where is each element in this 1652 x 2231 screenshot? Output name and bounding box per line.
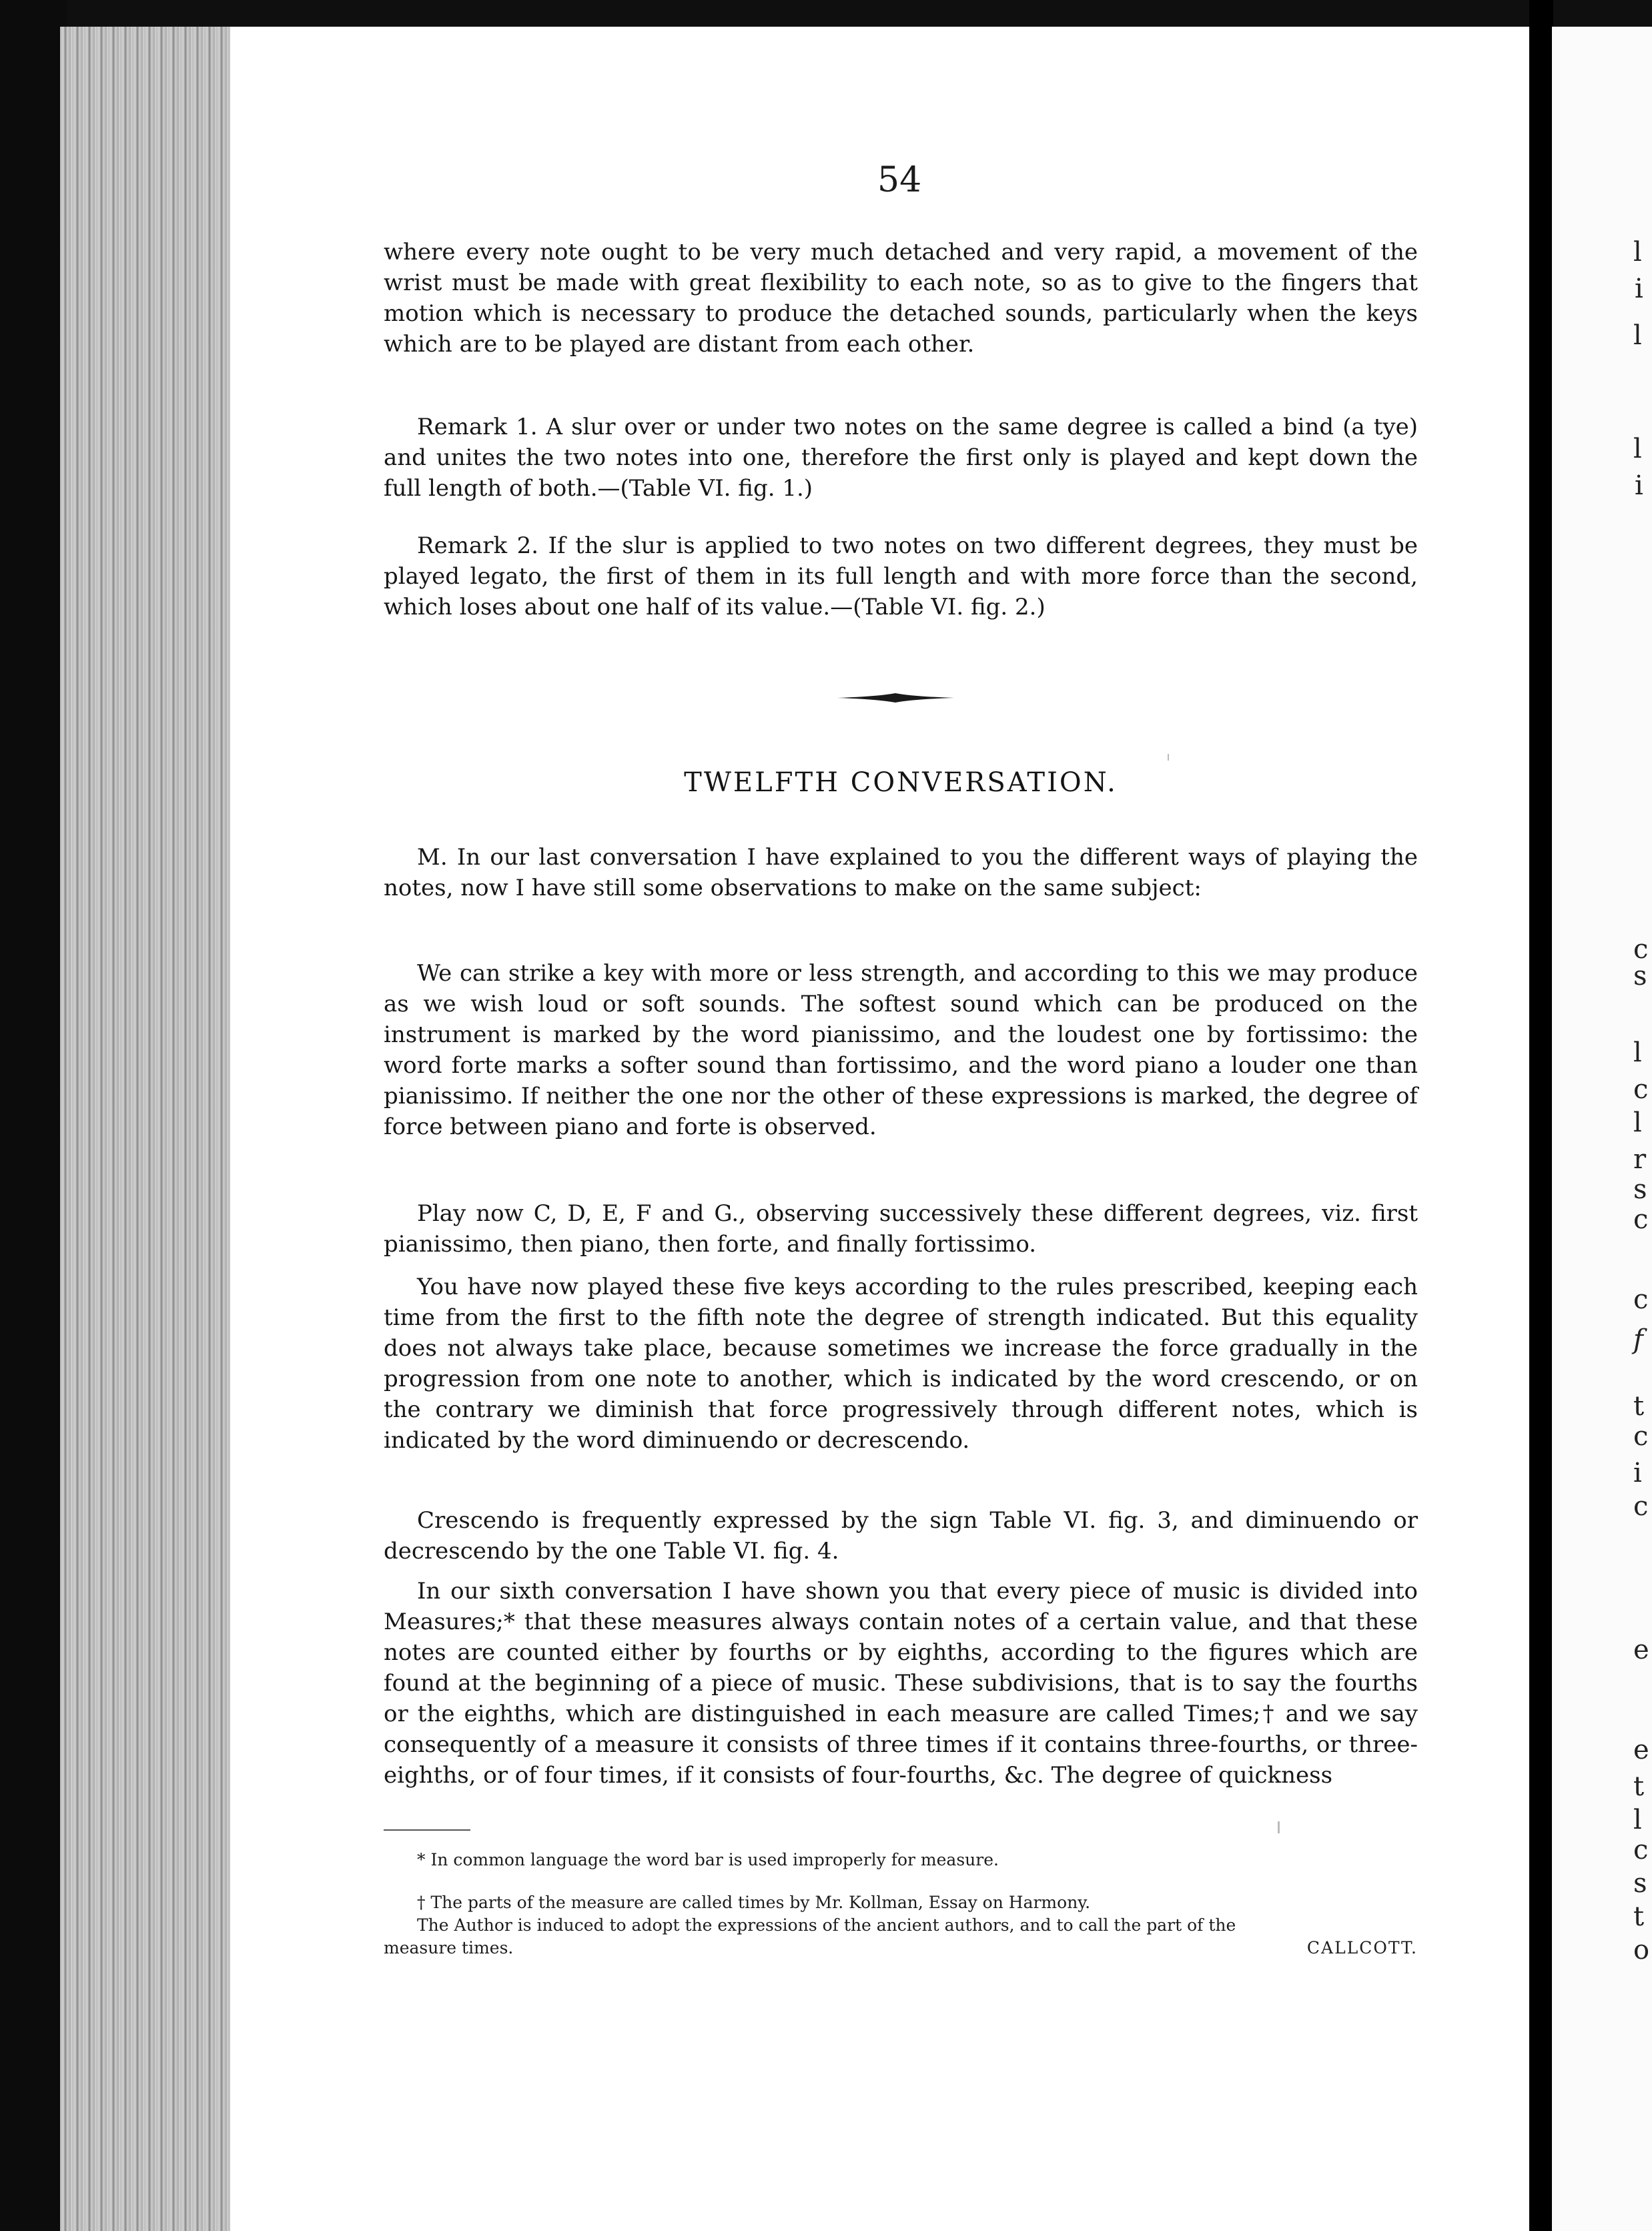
paragraph-equality: You have now played these five keys according to the rules prescribed, keeping each time from the first to the fifth note the degree of strength indicated. But this equality does not always take place, because sometimes we increase the force gradually in the progression from one note to another, which is indicated by the word crescendo, or on the contrary we diminish that force progressively through different notes, which is indicated by the word diminuendo or decrescendo. [384, 1274, 1418, 1454]
page-stack-edges [60, 27, 240, 2231]
facing-page-fragment: s [1633, 961, 1647, 991]
facing-page-fragment: s [1633, 1174, 1647, 1205]
facing-page-fragment: i [1635, 470, 1643, 501]
facing-page-fragment: t [1633, 1771, 1645, 1802]
gutter-shadow [1529, 0, 1553, 2231]
facing-page-fragment: t [1633, 1391, 1645, 1422]
facing-page-fragment: f [1633, 1324, 1643, 1355]
facing-page-fragment: l [1633, 1805, 1642, 1835]
paragraph-continuation: where every note ought to be very much detached and very rapid, a movement of the wrist must be made with great flexibility to each note, so as to give to the fingers that motion which is necessary to produce the detached sounds, particularly when the keys which are to be played are distant from each other. [384, 239, 1418, 358]
footnote-1: * In common language the word bar is used improperly for measure. [417, 1850, 999, 1869]
chapter-heading: TWELFTH CONVERSATION. [684, 767, 1118, 798]
facing-page-fragment: c [1633, 934, 1649, 965]
facing-page-fragment: c [1633, 1491, 1649, 1522]
facing-page-fragment: l [1633, 237, 1642, 268]
facing-page-fragment: l [1633, 320, 1642, 351]
facing-page-fragment: c [1633, 1835, 1649, 1865]
paragraph-remark-2: Remark 2. If the slur is applied to two notes on two different degrees, they must be played legato, the first of them in its full length and with more force than the second, which loses about one half of its value.—(Table VI. fig. 2.) [384, 532, 1418, 620]
facing-page-fragment: r [1633, 1144, 1647, 1175]
facing-page-fragment: c [1633, 1421, 1649, 1452]
footnote-last-line: measure times. [384, 1938, 514, 1957]
facing-page-fragment: e [1633, 1635, 1649, 1665]
facing-page-fragment: i [1635, 274, 1643, 304]
scan-speck [1168, 754, 1169, 761]
facing-page-fragment: o [1633, 1935, 1650, 1965]
page-number: 54 [877, 160, 922, 200]
paragraph-remark-1: Remark 1. A slur over or under two notes on the same degree is called a bind (a tye) and unites the two notes into one, therefore the first only is played and kept down the full length of both.—(Table VI. fig. 1.) [384, 414, 1418, 502]
facing-page-fragment: l [1633, 1037, 1642, 1068]
facing-page-fragment: l [1633, 434, 1642, 464]
facing-page-fragment: c [1633, 1204, 1649, 1235]
footnote-3: The Author is induced to adopt the expressions of the ancient authors, and to call the part of the [417, 1915, 1236, 1935]
facing-page-fragment: t [1633, 1901, 1645, 1932]
footnote-rule [384, 1829, 470, 1831]
facing-page-fragment: i [1633, 1458, 1642, 1488]
scan-speck [1278, 1821, 1280, 1833]
facing-page-fragment: c [1633, 1284, 1649, 1315]
paragraph-play-now: Play now C, D, E, F and G., observing successively these different degrees, viz. first pianissimo, then piano, then forte, and finally fortissimo. [384, 1200, 1418, 1258]
facing-page-fragment: c [1633, 1074, 1649, 1105]
footnote-2: † The parts of the measure are called times by Mr. Kollman, Essay on Harmony. [417, 1893, 1091, 1912]
paragraph-intro: M. In our last conversation I have explained to you the different ways of playing the notes, now I have still some observations to make on the same subject: [384, 844, 1418, 901]
facing-page-fragment: l [1633, 1107, 1642, 1138]
paragraph-crescendo: Crescendo is frequently expressed by the sign Table VI. fig. 3, and diminuendo or decrescendo by the one Table VI. fig. 4. [384, 1507, 1418, 1565]
paragraph-strength: We can strike a key with more or less strength, and according to this we may produce as we wish loud or soft sounds. The softest sound which can be produced on the instrument is marked by the word pianissimo, and the loudest one by fortissimo: the word forte marks a softer sound than fortissimo, and the word piano a louder one than pianissimo. If neither the one nor the other of these expressions is marked, the degree of force between piano and forte is observed. [384, 960, 1418, 1140]
paragraph-measures: In our sixth conversation I have shown you that every piece of music is divided into Measures;* that these measures always contain notes of a certain value, and that these notes are counted either by fourths or by eighths, according to the figures which are found at the beginning of a piece of music. These subdivisions, that is to say the fourths or the eighths, which are distinguished in each measure are called Times;† and we say consequently of a measure it consists of three times if it contains three-fourths, or three-eighths, or of four times, if it consists of four-fourths, &c. The degree of quickness [384, 1578, 1418, 1789]
facing-page-fragment: s [1633, 1868, 1647, 1899]
section-divider-ornament [837, 693, 954, 703]
facing-page-fragment: e [1633, 1735, 1649, 1765]
footnote-signature: CALLCOTT. [1306, 1938, 1418, 1957]
book-binding-shadow [0, 0, 67, 2231]
